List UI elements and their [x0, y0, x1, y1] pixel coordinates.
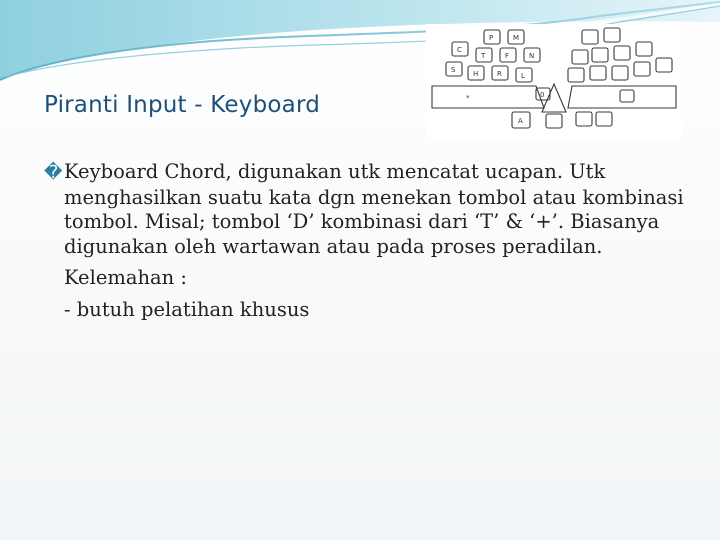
page-title: Piranti Input - Keyboard: [44, 92, 320, 118]
key-label: F: [505, 52, 510, 60]
bullet-icon: �: [44, 162, 63, 183]
slide-body: [44, 160, 684, 322]
bullet-paragraph: [44, 160, 684, 259]
thumb-key: [546, 114, 562, 128]
weakness-item: - butuh pelatihan khusus: [64, 297, 310, 321]
key-label: H: [473, 70, 479, 78]
key-label: A: [518, 117, 523, 125]
left-keyboard-half: [432, 30, 550, 128]
key-label: T: [481, 52, 486, 60]
key-label: M: [513, 34, 520, 42]
key-label: L: [521, 72, 525, 80]
key-label: R: [497, 70, 502, 78]
paragraph-text: Keyboard Chord, digunakan utk mencatat ucapan. Utk menghasilkan suatu kata dgn menekan tombol atau kombinasi tombol. Misal; tombol ‘D’ kombinasi dari ‘T’ & ‘+’. Biasanya digunakan oleh wartawan atau pada proses peradilan.: [64, 160, 684, 258]
key-label: P: [489, 34, 494, 42]
key-label: S: [451, 66, 456, 74]
right-keyboard-half: [568, 28, 676, 126]
key-label: C: [457, 46, 462, 54]
key-label: N: [529, 52, 535, 60]
key-label: *: [466, 94, 470, 102]
key-label: 0: [540, 91, 545, 99]
chord-keyboard-illustration: [426, 24, 682, 138]
weakness-label: Kelemahan :: [64, 266, 187, 289]
